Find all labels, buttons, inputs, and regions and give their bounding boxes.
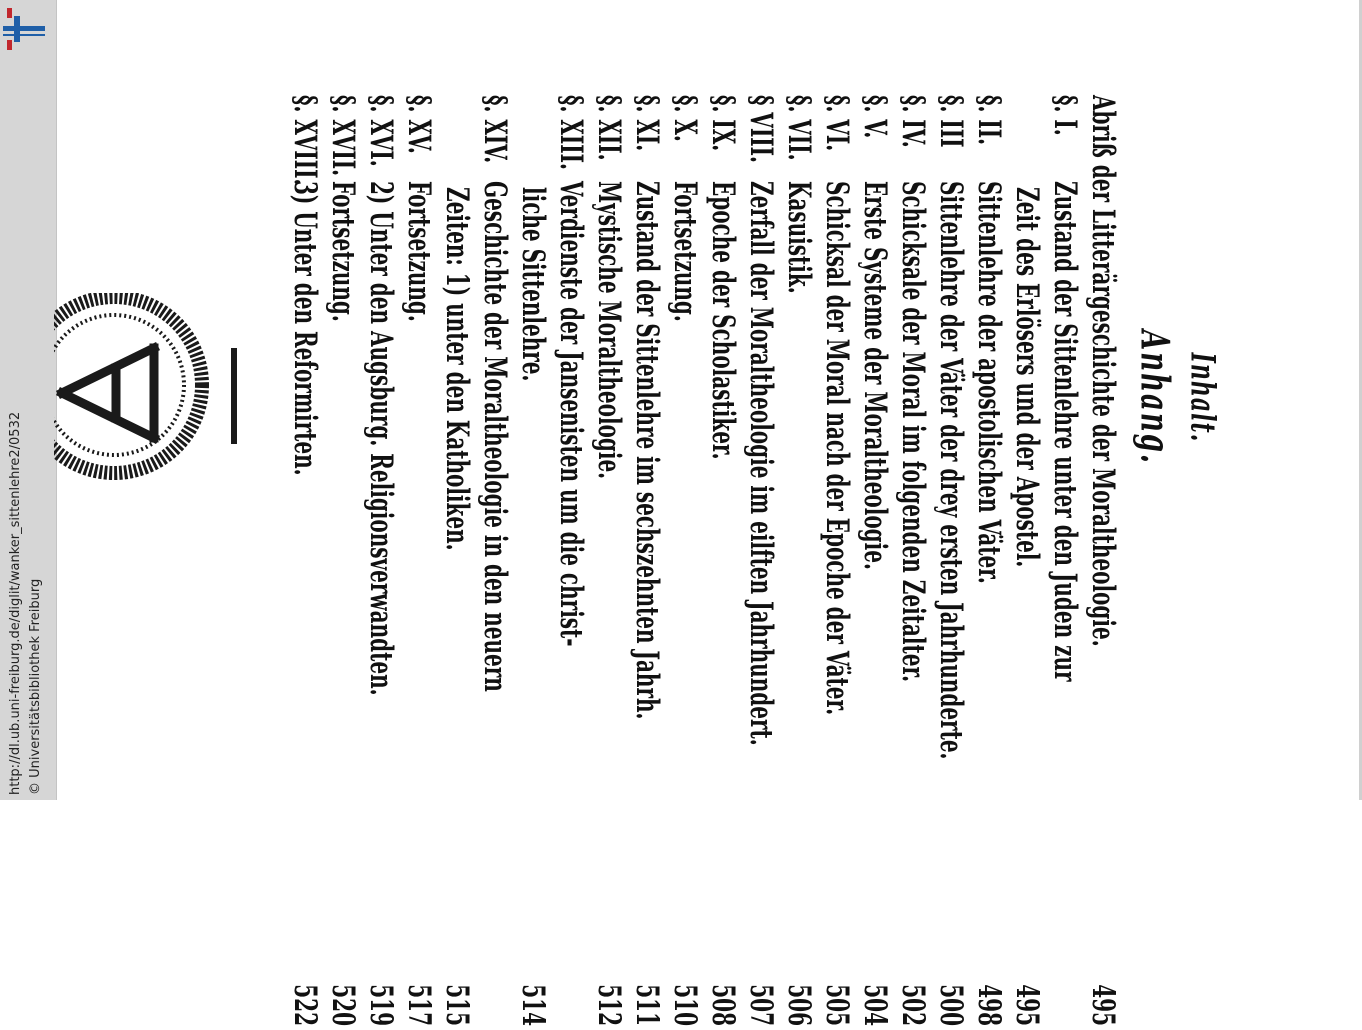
scanned-page-content bbox=[0, 95, 1225, 1026]
toc-entry bbox=[933, 95, 969, 1030]
toc-section-number: §. XVI. bbox=[363, 95, 400, 167]
toc-entry bbox=[363, 95, 399, 1030]
page-header: Inhalt. bbox=[1182, 352, 1222, 443]
toc-section-number: §. I. bbox=[1047, 95, 1084, 136]
toc-entry-continuation: liche Sittenlehre. bbox=[515, 187, 552, 382]
toc-section-number: §. V. bbox=[857, 95, 894, 139]
toc-section-number: §. XII. bbox=[591, 95, 628, 161]
source-url[interactable]: http://dl.ub.uni-freiburg.de/diglit/wanker_sittenlehre2/0532 bbox=[8, 411, 23, 795]
toc-entry-continuation: Zeiten: 1) unter den Katholiken. bbox=[439, 187, 476, 551]
toc-page-number: 505 bbox=[819, 984, 856, 1026]
toc-page-number: 507 bbox=[743, 984, 780, 1026]
toc-section-number: §. II. bbox=[971, 95, 1008, 146]
toc-page-number: 500 bbox=[933, 984, 970, 1026]
toc-entry-text: Mystische Moraltheologie. bbox=[591, 181, 628, 480]
toc-section-number: §. VI. bbox=[819, 95, 856, 152]
toc-section-number: §. IV. bbox=[895, 95, 932, 148]
toc-page-number: 514 bbox=[515, 984, 552, 1026]
toc-page-number: 520 bbox=[325, 984, 362, 1026]
toc-entry bbox=[895, 95, 931, 1030]
toc-entry bbox=[439, 95, 514, 1030]
toc-entry-text: Abriß der Litterärgeschichte der Moraltheologie. bbox=[1085, 95, 1122, 647]
toc-section-number: §. X. bbox=[667, 95, 704, 142]
toc-section-number: §. XV. bbox=[401, 95, 438, 154]
toc-entry bbox=[857, 95, 893, 1030]
toc-entry-text: Erste Systeme der Moraltheologie. bbox=[857, 181, 894, 570]
toc-entry-text: Fortsetzung. bbox=[325, 181, 362, 322]
toc-page-number: 510 bbox=[667, 984, 704, 1026]
toc-entry bbox=[401, 95, 437, 1030]
toc-entry-text: Sittenlehre der apostolischen Väter. bbox=[971, 181, 1008, 584]
toc-page-number: 506 bbox=[781, 984, 818, 1026]
toc-page-number: 502 bbox=[895, 984, 932, 1026]
toc-entry-text: Schicksal der Moral nach der Epoche der Väter. bbox=[819, 181, 856, 716]
toc-entry bbox=[781, 95, 817, 1030]
toc-entry-text: Zustand der Sittenlehre unter den Juden zur bbox=[1047, 181, 1084, 682]
toc-section-number: §. XVII. bbox=[325, 95, 362, 177]
toc-entry-text: Geschichte der Moraltheologie in den neuern bbox=[477, 181, 514, 692]
toc-entry bbox=[325, 95, 361, 1030]
toc-page-number: 517 bbox=[401, 984, 438, 1026]
toc-section-number: §. XIII. bbox=[553, 95, 590, 170]
toc-entry bbox=[667, 95, 703, 1030]
toc-page-number: 504 bbox=[857, 984, 894, 1026]
toc-entry bbox=[971, 95, 1007, 1030]
toc-page-number: 498 bbox=[971, 984, 1008, 1026]
toc-page-number: 508 bbox=[705, 984, 742, 1026]
toc-page-number: 522 bbox=[287, 984, 324, 1026]
toc-page-number: 511 bbox=[629, 984, 666, 1026]
toc-entry bbox=[1085, 95, 1121, 1030]
toc-entry-text: Zerfall der Moraltheologie im eilften Jahrhundert. bbox=[743, 181, 780, 746]
toc-section-number: §. XIV. bbox=[477, 95, 514, 164]
toc-entry-text: Zustand der Sittenlehre im sechszehnten Jahrh. bbox=[629, 181, 666, 720]
toc-page-number: 515 bbox=[439, 984, 476, 1026]
toc-entry-text: 2) Unter den Augsburg. Religionsverwandten. bbox=[363, 181, 400, 696]
toc-entry bbox=[819, 95, 855, 1030]
toc-entry-text: Fortsetzung. bbox=[667, 181, 704, 322]
toc-section-number: §. III bbox=[933, 95, 970, 148]
toc-entry-text: Schicksale der Moral im folgenden Zeitalter. bbox=[895, 181, 932, 683]
toc-entry bbox=[1009, 95, 1084, 1030]
toc-section-number: § VIII. bbox=[743, 95, 780, 163]
toc-entry-text: Kasuistik. bbox=[781, 181, 818, 294]
toc-entry bbox=[705, 95, 741, 1030]
toc-section-number: §. VII. bbox=[781, 95, 818, 161]
toc-entry bbox=[629, 95, 665, 1030]
university-logo-icon[interactable] bbox=[3, 8, 47, 50]
toc-section-number: §. IX. bbox=[705, 95, 742, 152]
toc-entry-text: Verdienste der Jansenisten um die christ- bbox=[553, 181, 590, 647]
toc-page-number: 495 bbox=[1009, 984, 1046, 1026]
toc-page-number: 495 bbox=[1085, 984, 1122, 1026]
toc-entry-continuation: Zeit des Erlösers und der Apostel. bbox=[1009, 187, 1046, 568]
toc-entry-text: Sittenlehre der Väter der drey ersten Jahrhunderte. bbox=[933, 181, 970, 760]
toc-entry-text: Fortsetzung. bbox=[401, 181, 438, 322]
toc-entry bbox=[743, 95, 779, 1030]
section-title: Anhang. bbox=[1130, 330, 1177, 465]
toc-section-number: §. XI. bbox=[629, 95, 666, 152]
toc-entry-text: 3) Unter den Reformirten. bbox=[287, 181, 324, 476]
toc-page-number: 519 bbox=[363, 984, 400, 1026]
toc-entry-text: Epoche der Scholastiker. bbox=[705, 181, 742, 460]
toc-entry bbox=[287, 95, 323, 1030]
toc-section-number: §. XVIII. bbox=[287, 95, 324, 186]
toc-entry bbox=[591, 95, 627, 1030]
copyright-notice: © Universitätsbibliothek Freiburg bbox=[28, 578, 43, 795]
toc-entry bbox=[515, 95, 590, 1030]
toc-page-number: 512 bbox=[591, 984, 628, 1026]
